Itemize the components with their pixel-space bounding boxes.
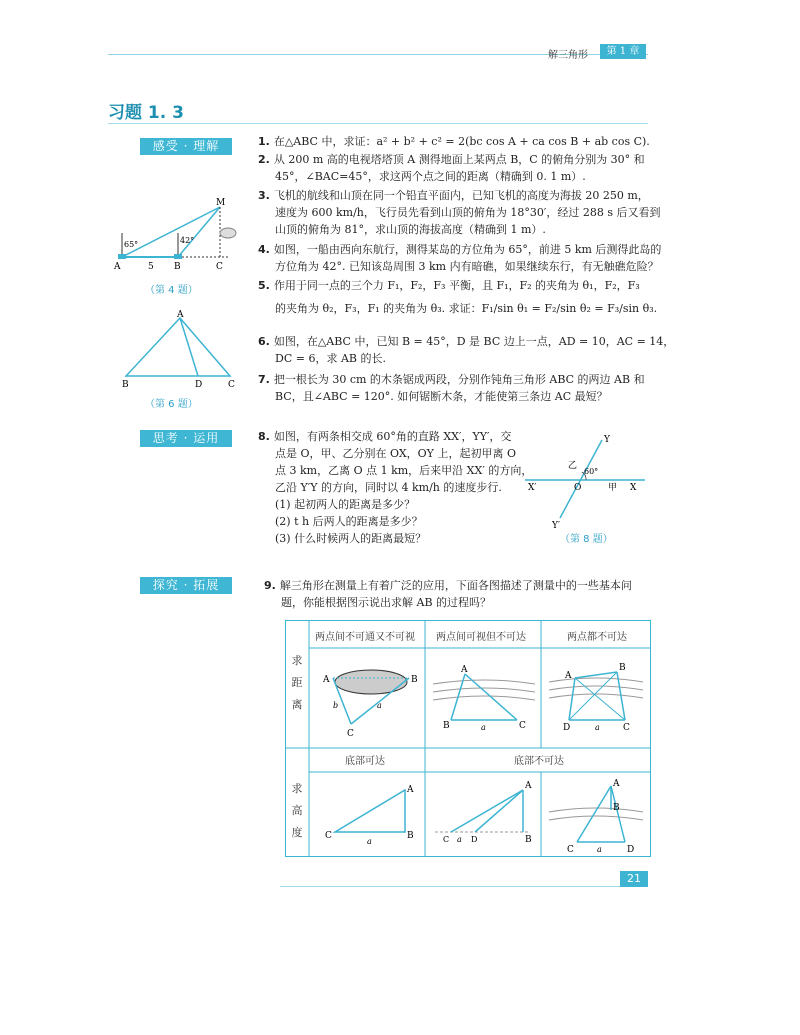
problem-2: 2. 从 200 m 高的电视塔塔顶 A 测得地面上某两点 B，C 的俯角分别为 30° 和 45°，∠BAC=45°，求这两个点之间的距离（精确到 0. 1 m）.	[258, 153, 645, 183]
fig8-label-Xp: X′	[528, 483, 537, 493]
svg-text:a: a	[377, 701, 382, 710]
problem-3: 3. 飞机的航线和山顶在同一个铅直平面内，已知飞机的高度为海拔 20 250 m， 速度为 600 km/h，飞行员先看到山顶的俯角为 18°30′，经过 288 s 后又看到 山顶的俯角为 81°，求山顶的海拔高度（精确到 1 m）.	[258, 189, 661, 236]
svg-text:A: A	[461, 665, 468, 675]
svg-text:B: B	[525, 835, 532, 845]
table-header-1: 两点间不可通又不可视	[315, 632, 415, 643]
fig8-label-Yp: Y′	[552, 521, 560, 531]
svg-text:a: a	[457, 835, 462, 844]
problem-7: 7. 把一根长为 30 cm 的木条锯成两段，分别作钝角三角形 ABC 的两边 AB 和 BC，且∠ABC = 120°. 如何锯断木条，才能使第三条边 AC 最短？	[258, 373, 645, 403]
fig8-label-jia: 甲	[608, 483, 618, 493]
figure-6-diagram	[118, 310, 243, 390]
figure-4-caption: （第 4 题）	[145, 285, 198, 296]
footer-rule	[280, 886, 648, 887]
svg-text:B: B	[407, 831, 414, 841]
svg-text:C: C	[623, 723, 630, 733]
table-header-2: 两点间可视但不可达	[436, 632, 526, 643]
measurement-table-grid	[285, 620, 651, 857]
svg-text:B: B	[443, 721, 450, 731]
svg-text:D: D	[563, 723, 571, 733]
svg-text:A: A	[323, 675, 330, 685]
table-row-label-distance: 求 距 离	[291, 654, 303, 711]
table-header2-2: 底部不可达	[514, 756, 564, 767]
problem-4: 4. 如图，一船由西向东航行，测得某岛的方位角为 65°，前进 5 km 后测得此岛的 方位角为 42°. 已知该岛周围 3 km 内有暗礁，如果继续东行，有无触礁危险？	[258, 243, 662, 273]
svg-text:A: A	[565, 671, 572, 681]
fig4-label-dist: 5	[148, 262, 154, 272]
problem-8: 8. 如图，有两条相交成 60°角的直路 XX′，YY′，交 点是 O，甲、乙分别在 OX，OY 上，起初甲离 O 点 3 km，乙离 O 点 1 km，后来甲沿 XX′ 的方向， 乙沿 Y′Y 的方向，同时以 4 km/h 的速度步行. (1) 起初两人的距离是多少？ (2) t h 后两人的距离是多少？ (3) 什么时候两人的距离最短？	[258, 430, 533, 545]
fig4-angle-65: 65°	[124, 240, 139, 249]
problem-5: 5. 作用于同一点的三个力 F₁，F₂，F₃ 平衡，且 F₁，F₂ 的夹角为 θ₁，F₂，F₃ 的夹角为 θ₂，F₃，F₁ 的夹角为 θ₃. 求证：F₁/sin θ₁ = F₂/sin θ₂ = F₃/sin θ₃.	[258, 279, 658, 315]
page-number: 21	[620, 871, 648, 887]
svg-text:a: a	[481, 723, 486, 732]
fig4-label-B: B	[174, 262, 181, 272]
badge-feel-understand: 感受 · 理解	[140, 138, 232, 155]
fig8-label-yi: 乙	[568, 461, 578, 471]
fig4-label-M: M	[216, 198, 226, 208]
svg-text:C: C	[325, 831, 332, 841]
svg-text:C: C	[567, 845, 574, 855]
svg-text:a: a	[367, 837, 372, 846]
fig8-label-Y: Y	[604, 435, 610, 445]
badge-explore-extend: 探究 · 拓展	[140, 577, 232, 594]
svg-text:D: D	[471, 835, 478, 844]
svg-text:b: b	[333, 701, 339, 710]
svg-text:D: D	[627, 845, 635, 855]
title-rule	[108, 123, 648, 124]
svg-text:A: A	[407, 785, 414, 795]
problem-1: 1. 在△ABC 中，求证：a² + b² + c² = 2(bc cos A + ca cos B + ab cos C).	[258, 135, 650, 148]
fig4-label-A: A	[114, 262, 121, 272]
figure-6-caption: （第 6 题）	[145, 399, 198, 410]
exercise-title: 习题 1. 3	[108, 103, 184, 123]
fig6-label-D: D	[195, 380, 203, 390]
header-section: 解三角形	[548, 50, 588, 61]
fig4-label-C: C	[216, 262, 223, 272]
fig6-label-B: B	[122, 380, 129, 390]
svg-text:C: C	[443, 835, 450, 844]
svg-text:B: B	[613, 803, 620, 813]
figure-8-diagram	[520, 432, 650, 532]
svg-text:a: a	[597, 845, 602, 854]
svg-text:A: A	[613, 779, 620, 789]
svg-text:B: B	[619, 663, 626, 673]
header-chapter-tab: 第 1 章	[600, 44, 646, 59]
fig6-label-C: C	[228, 380, 235, 390]
fig8-angle: 60°	[584, 467, 599, 476]
fig8-label-X: X	[630, 483, 637, 493]
figure-8-caption: （第 8 题）	[560, 534, 613, 545]
svg-text:a: a	[595, 723, 600, 732]
badge-think-apply: 思考 · 运用	[140, 430, 232, 447]
figure-4-diagram	[110, 195, 250, 275]
table-header-3: 两点都不可达	[567, 632, 627, 643]
table-row-label-height: 求 高 度	[291, 782, 303, 839]
table-header2-1: 底部可达	[345, 756, 385, 767]
svg-text:C: C	[347, 729, 354, 739]
svg-text:B: B	[411, 675, 418, 685]
svg-text:C: C	[519, 721, 526, 731]
fig6-label-A: A	[177, 310, 184, 320]
problem-6: 6. 如图，在△ABC 中，已知 B = 45°，D 是 BC 边上一点，AD = 10，AC = 14， DC = 6，求 AB 的长.	[258, 335, 675, 365]
fig4-angle-42: 42°	[180, 236, 195, 245]
fig8-label-O: O	[574, 483, 582, 493]
svg-text:A: A	[525, 781, 532, 791]
problem-9: 9. 解三角形在测量上有着广泛的应用，下面各图描述了测量中的一些基本问 题，你能根据图示说出求解 AB 的过程吗？	[264, 579, 632, 609]
